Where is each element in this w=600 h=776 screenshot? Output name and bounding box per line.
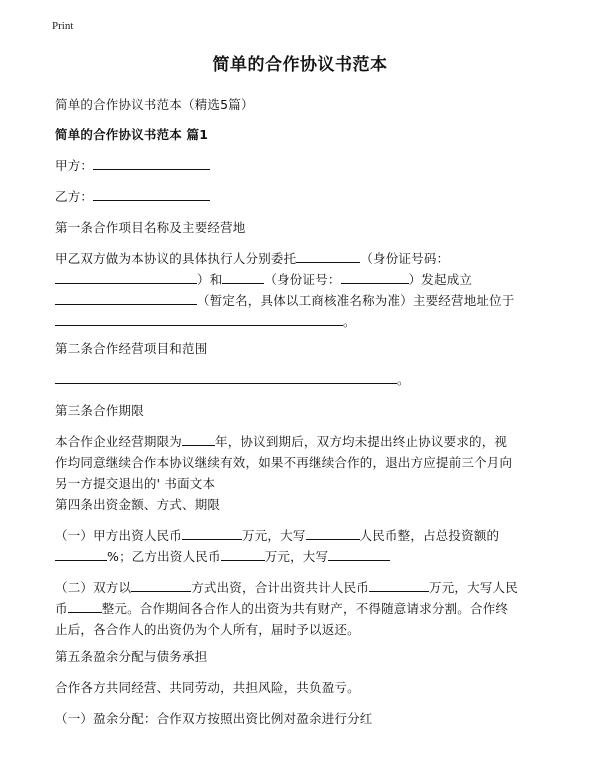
- blank: [55, 291, 197, 305]
- text: 币: [55, 601, 68, 616]
- article-1-title: 第一条合作项目名称及主要经营地: [55, 220, 246, 235]
- party-b-label: 乙方：: [55, 189, 94, 204]
- article-5-profit-line: （一）盈余分配：合作双方按照出资比例对盈余进行分红: [55, 711, 373, 726]
- article-1-line-3: [55, 291, 515, 309]
- text: （身份证号码：: [360, 251, 450, 266]
- article-1-line-1: [55, 249, 449, 267]
- blank: [55, 370, 397, 384]
- article-4-line-1: [55, 526, 499, 544]
- article-3-line-3: 另一方提交退出的' 书面文本: [55, 476, 216, 491]
- blank: [131, 578, 191, 592]
- text: （暂定名，具体以工商核准名称为准）主要经营地址位于: [197, 293, 515, 308]
- article-4-line-2: [55, 547, 390, 565]
- text: 。: [397, 372, 410, 387]
- section-heading: 简单的合作协议书范本 篇1: [55, 127, 209, 142]
- document-title: 简单的合作协议书范本: [212, 55, 388, 75]
- article-1-line-4: [55, 312, 356, 330]
- blank: [296, 249, 360, 263]
- text: （二）双方以: [55, 580, 132, 595]
- text: 方式出资，合计出资共计人民币: [191, 580, 370, 595]
- article-4-title: 第四条出资金额、方式、期限: [55, 497, 221, 512]
- party-b-line: [55, 187, 210, 205]
- text: ）和: [197, 272, 223, 287]
- article-4-line-5: 止后，各合作人的出资仍为个人所有，届时予以返还。: [55, 622, 360, 637]
- text: 甲乙双方做为本协议的具体执行人分别委托: [55, 251, 297, 266]
- blank: [341, 270, 409, 284]
- text: 年，协议到期后，双方均未提出终止协议要求的，视: [215, 434, 508, 449]
- blank: [306, 526, 360, 540]
- party-a-line: [55, 156, 210, 174]
- article-4-line-4: [55, 599, 508, 617]
- print-label: Print: [52, 20, 74, 32]
- text: 。: [343, 314, 356, 329]
- text: 整元。合作期间各合作人的出资为共有财产，不得随意请求分割。合作终: [101, 601, 509, 616]
- blank: [182, 432, 215, 446]
- article-3-line-2: 作均同意继续合作本协议继续有效，如果不再继续合作的，退出方应提前三个月向: [55, 455, 513, 470]
- article-4-line-3: [55, 578, 518, 596]
- article-3-title: 第三条合作期限: [55, 403, 144, 418]
- party-a-blank: [93, 156, 210, 170]
- text: 万元，大写: [264, 549, 329, 564]
- party-b-blank: [93, 187, 210, 201]
- text: 万元，大写: [242, 528, 306, 543]
- blank: [182, 526, 242, 540]
- text: 人民币整，占总投资额的: [359, 528, 500, 543]
- article-1-line-2: [55, 270, 472, 288]
- blank: [68, 599, 102, 613]
- text: 本合作企业经营期限为: [55, 434, 183, 449]
- blank: [328, 547, 390, 561]
- text: （身份证号：: [264, 272, 341, 287]
- document-subtitle: 简单的合作协议书范本（精选5篇）: [55, 97, 254, 112]
- text: 万元，大写人民: [429, 580, 518, 595]
- text: ）发起成立: [408, 272, 473, 287]
- blank: [221, 547, 265, 561]
- party-a-label: 甲方：: [55, 158, 94, 173]
- blank: [222, 270, 264, 284]
- blank: [55, 312, 343, 326]
- article-5-title: 第五条盈余分配与债务承担: [55, 649, 208, 664]
- article-3-line-1: [55, 432, 507, 450]
- blank: [369, 578, 429, 592]
- text: （一）甲方出资人民币: [55, 528, 183, 543]
- article-2-scope-line: [55, 370, 410, 388]
- article-2-title: 第二条合作经营项目和范围: [55, 341, 208, 356]
- article-5-paragraph: 合作各方共同经营、共同劳动，共担风险，共负盈亏。: [55, 680, 360, 695]
- blank: [55, 270, 197, 284]
- text: %；乙方出资人民币: [107, 549, 221, 564]
- blank: [55, 547, 107, 561]
